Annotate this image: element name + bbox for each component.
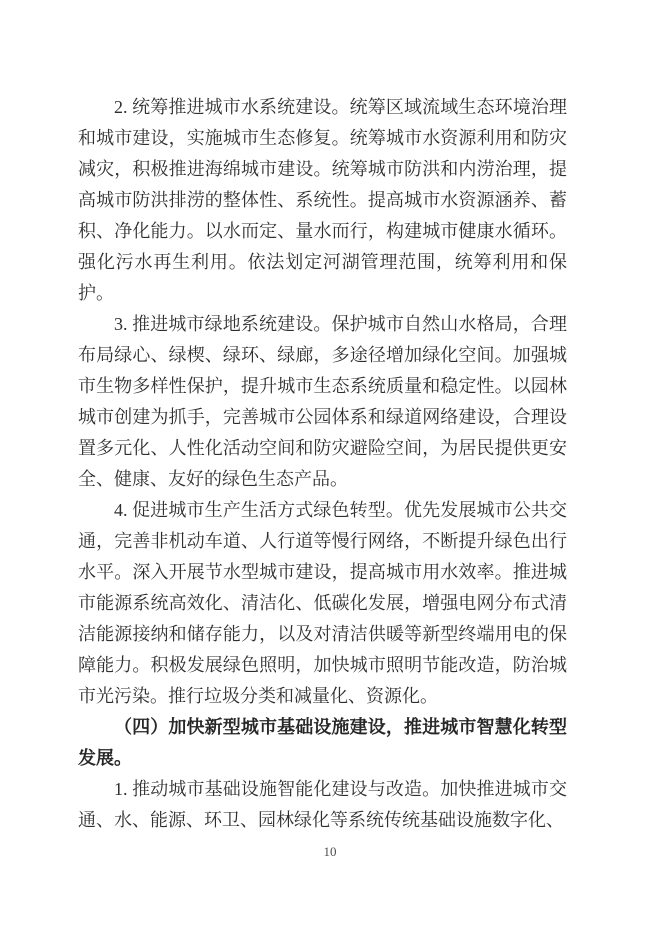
page-number: 10 bbox=[323, 844, 337, 859]
text-block bbox=[78, 92, 567, 836]
paragraph-smart-infrastructure: 1. 推动城市基础设施智能化建设与改造。加快推进城市交通、水、能源、环卫、园林绿化等系统传统基础设施数字化、 bbox=[78, 779, 567, 830]
section-heading-four: （四）加快新型城市基础设施建设，推进城市智慧化转型发展。 bbox=[78, 717, 567, 768]
paragraph-water-system: 2. 统筹推进城市水系统建设。统筹区域流域生态环境治理和城市建设，实施城市生态修复。统筹城市水资源利用和防灾减灾，积极推进海绵城市建设。统筹城市防洪和内涝治理，提高城市防洪排涝的整体性、系统性。提高城市水资源涵养、蓄积、净化能力。以水而定、量水而行，构建城市健康水循环。强化污水再生利用。依法划定河湖管理范围，统筹利用和保护。 bbox=[78, 97, 567, 303]
paragraph-green-transition: 4. 促进城市生产生活方式绿色转型。优先发展城市公共交通，完善非机动车道、人行道等慢行网络，不断提升绿色出行水平。深入开展节水型城市建设，提高城市用水效率。推进城市能源系统高效化、清洁化、低碳化发展，增强电网分布式清洁能源接纳和储存能力，以及对清洁供暖等新型终端用电的保障能力。积极发展绿色照明，加快城市照明节能改造，防治城市光污染。推行垃圾分类和减量化、资源化。 bbox=[78, 500, 567, 706]
paragraph-green-space: 3. 推进城市绿地系统建设。保护城市自然山水格局，合理布局绿心、绿楔、绿环、绿廊，多途径增加绿化空间。加强城市生物多样性保护，提升城市生态系统质量和稳定性。以园林城市创建为抓手，完善城市公园体系和绿道网络建设，合理设置多元化、人性化活动空间和防灾避险空间，为居民提供更安全、健康、友好的绿色生态产品。 bbox=[78, 314, 567, 489]
